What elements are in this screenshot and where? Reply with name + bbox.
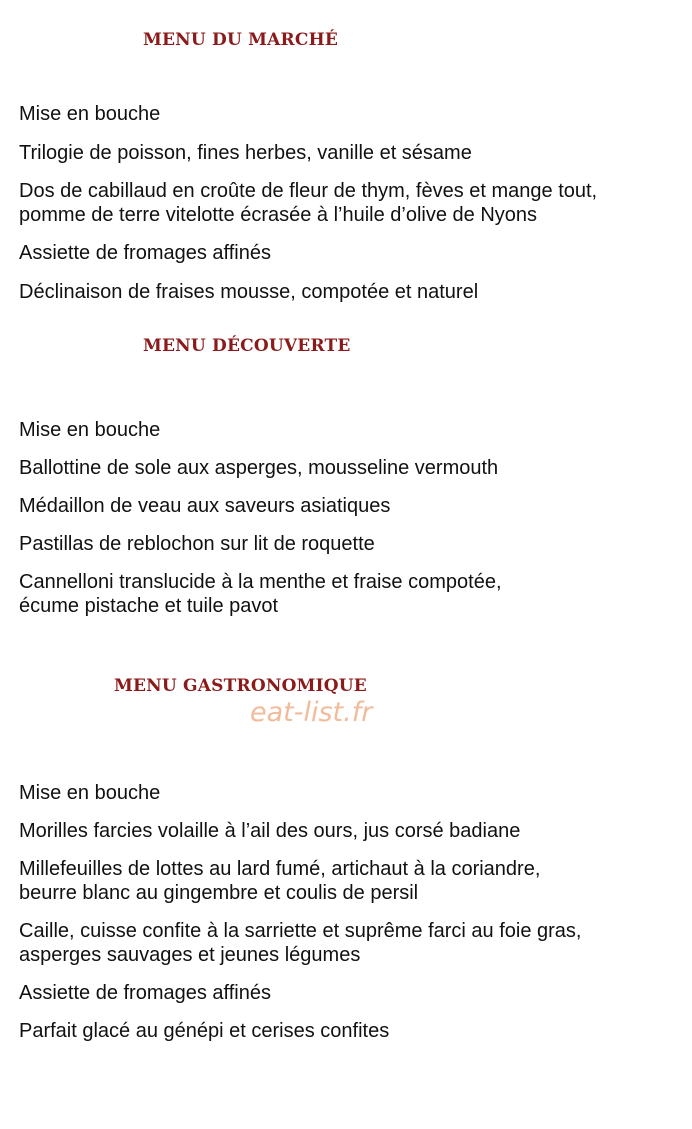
- menu-item: Déclinaison de fraises mousse, compotée et naturel: [19, 281, 479, 303]
- menu-item: Cannelloni translucide à la menthe et fraise compotée, écume pistache et tuile pavot: [19, 571, 502, 617]
- menu-item: Dos de cabillaud en croûte de fleur de thym, fèves et mange tout, pomme de terre vitelotte écrasée à l’huile d’olive de Nyons: [19, 180, 598, 226]
- menu-item: Mise en bouche: [19, 419, 161, 441]
- menu-item: Caille, cuisse confite à la sarriette et suprême farci au foie gras, asperges sauvages et jeunes légumes: [19, 920, 582, 966]
- menu-title-marche: MENU DU MARCHÉ: [143, 30, 339, 50]
- menu-item: Millefeuilles de lottes au lard fumé, artichaut à la coriandre, beurre blanc au gingembre et coulis de persil: [19, 858, 541, 904]
- menu-item: Assiette de fromages affinés: [19, 982, 271, 1004]
- menu-title-decouverte: MENU DÉCOUVERTE: [143, 336, 351, 356]
- watermark: eat-list.fr: [250, 697, 373, 728]
- menu-item: Médaillon de veau aux saveurs asiatiques: [19, 495, 391, 517]
- menu-title-gastronomique: MENU GASTRONOMIQUE: [114, 676, 367, 696]
- menu-item: Morilles farcies volaille à l’ail des ours, jus corsé badiane: [19, 820, 521, 842]
- menu-item: Pastillas de reblochon sur lit de roquette: [19, 533, 375, 555]
- menu-item: Assiette de fromages affinés: [19, 242, 271, 264]
- menu-item: Parfait glacé au génépi et cerises confites: [19, 1020, 390, 1042]
- menu-item: Ballottine de sole aux asperges, mousseline vermouth: [19, 457, 499, 479]
- menu-item: Trilogie de poisson, fines herbes, vanille et sésame: [19, 142, 472, 164]
- menu-item: Mise en bouche: [19, 103, 161, 125]
- menu-item: Mise en bouche: [19, 782, 161, 804]
